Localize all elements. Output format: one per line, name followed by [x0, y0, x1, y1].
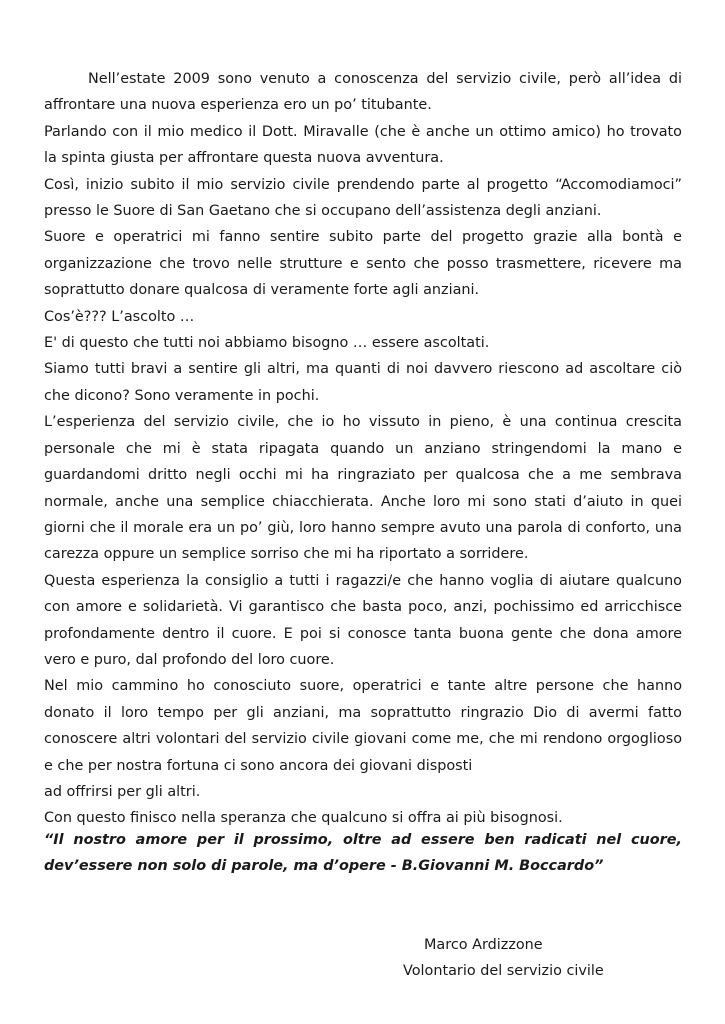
paragraph-experience: L’esperienza del servizio civile, che io ho vissuto in pieno, è una continua crescita personale che mi è stata ripagata quando un anziano stringendomi la mano e guardandomi dritto negli occhi mi ha ringraziato per qualcosa che a me sembrava normale, anche una semplice chiacchierata. Anche loro mi sono stati d’aiuto in quei giorni che il morale era un po’ giù, loro hanno sempre avuto una parola di conforto, una carezza oppure un semplice sorriso che mi ha riportato a sorridere.: [44, 414, 682, 563]
closing-quote: “Il nostro amore per il prossimo, oltre ad essere ben radicati nel cuore, dev’essere non solo di parole, ma d’opere - B.Giovanni M. Boccardo”: [44, 832, 682, 875]
paragraph-project: Così, inizio subito il mio servizio civile prendendo parte al progetto “Accomodiamoci” presso le Suore di San Gaetano che si occupano dell’assistenza degli anziani.: [44, 176, 682, 220]
paragraph-listening: E' di questo che tutti noi abbiamo bisogno … essere ascoltati.: [44, 335, 490, 352]
paragraph-doctor: Parlando con il mio medico il Dott. Miravalle (che è anche un ottimo amico) ho trovato la spinta giusta per affrontare questa nuova avventura.: [44, 123, 682, 167]
paragraph-advice: Questa esperienza la consiglio a tutti i ragazzi/e che hanno voglia di aiutare qualcuno con amore e solidarietà. Vi garantisco che basta poco, anzi, pochissimo ed arricchisce profondamente dentro il cuore. E poi si conosce tanta buona gente che dona amore vero e puro, dal profondo del loro cuore.: [44, 572, 682, 668]
signature-name: Marco Ardizzone: [424, 937, 543, 953]
paragraph-offer: ad offrirsi per gli altri.: [44, 783, 201, 800]
paragraph-nuns: Suore e operatrici mi fanno sentire subito parte del progetto grazie alla bontà e organizzazione che trovo nelle strutture e sento che posso trasmettere, ricevere ma soprattutto donare qualcosa di veramente forte agli anziani.: [44, 229, 682, 299]
paragraph-few: Siamo tutti bravi a sentire gli altri, ma quanti di noi davvero riescono ad ascoltare ciò che dicono? Sono veramente in pochi.: [44, 361, 682, 404]
signature-block: [390, 932, 630, 985]
letter-body: [44, 66, 682, 832]
paragraph-question: Cos’è??? L’ascolto …: [44, 308, 195, 325]
paragraph-closing: Con questo finisco nella speranza che qualcuno si offra ai più bisognosi.: [44, 810, 563, 827]
paragraph-journey: Nel mio cammino ho conosciuto suore, operatrici e tante altre persone che hanno donato il loro tempo per gli anziani, ma soprattutto ringrazio Dio di avermi fatto conoscere altri volontari del servizio civile giovani come me, che mi rendono orgoglioso e che per nostra fortuna ci sono ancora dei giovani disposti: [44, 678, 682, 774]
signature-role: Volontario del servizio civile: [403, 963, 604, 980]
paragraph-intro: Nell’estate 2009 sono venuto a conoscenza del servizio civile, però all’idea di affrontare una nuova esperienza ero un po’ titubante.: [44, 71, 682, 114]
